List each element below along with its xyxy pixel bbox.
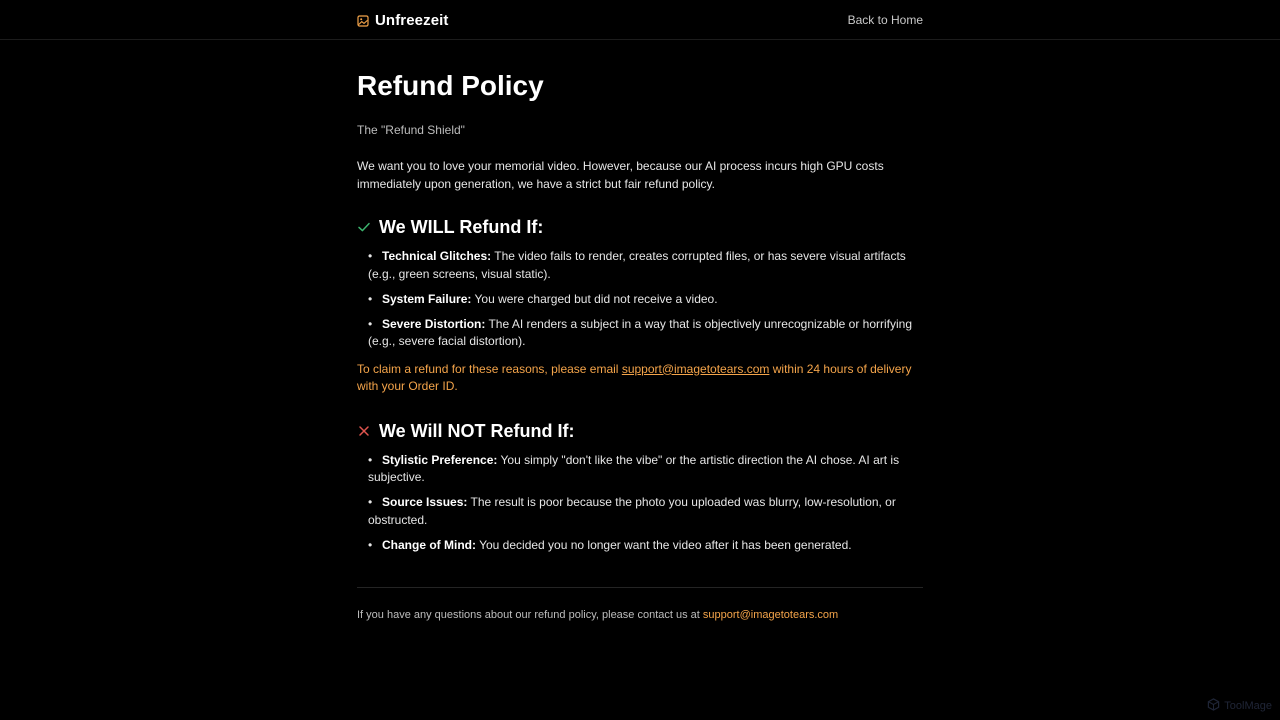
item-label: System Failure: — [382, 291, 472, 306]
item-text: You simply "don't like the vibe" or the artistic direction the AI chose. AI art is subjective. — [368, 452, 900, 484]
brand[interactable] — [357, 12, 449, 29]
will-refund-heading — [357, 215, 923, 239]
support-email-link[interactable]: support@imagetotears.com — [621, 361, 770, 376]
list-item: • Change of Mind: You decided you no longer want the video after it has been generated. — [368, 537, 852, 552]
cube-icon — [1207, 698, 1220, 714]
footer-email-link[interactable]: support@imagetotears.com — [702, 609, 839, 621]
divider — [357, 587, 923, 588]
claim-prefix: To claim a refund for these reasons, please email — [357, 361, 622, 376]
watermark-text: ToolMage — [1224, 700, 1272, 712]
claim-instructions — [357, 361, 923, 396]
item-label: Severe Distortion: — [382, 316, 486, 331]
back-to-home-link[interactable]: Back to Home — [847, 13, 923, 27]
item-label: Stylistic Preference: — [382, 452, 498, 467]
list-item: • Source Issues: The result is poor because the photo you uploaded was blurry, low-resolution, or obstructed. — [368, 495, 896, 527]
item-label: Source Issues: — [382, 495, 468, 509]
will-not-refund-title: We Will NOT Refund If: — [379, 420, 575, 441]
will-not-refund-heading — [357, 419, 923, 443]
main-content — [357, 69, 923, 623]
item-text: The AI renders a subject in a way that is objectively unrecognizable or horrifying (e.g., severe facial distortion). — [368, 316, 913, 348]
intro-paragraph: We want you to love your memorial video. However, because our AI process incurs high GPU costs immediately upon generation, we have a strict but fair refund policy. — [357, 159, 884, 191]
claim-suffix: within 24 hours of delivery with your Order ID. — [357, 361, 912, 393]
item-text: You decided you no longer want the video after it has been generated. — [475, 537, 852, 552]
will-refund-title: We WILL Refund If: — [379, 217, 544, 237]
image-icon — [357, 14, 369, 26]
item-label: Change of Mind: — [382, 537, 476, 552]
item-text: The video fails to render, creates corrupted files, or has severe visual artifacts (e.g., green screens, visual static). — [368, 249, 906, 281]
item-label: Technical Glitches: — [382, 249, 492, 263]
list-item: • Technical Glitches: The video fails to render, creates corrupted files, or has severe visual artifacts (e.g., green screens, visual static). — [368, 249, 906, 281]
list-item: • Stylistic Preference: You simply "don't like the vibe" or the artistic direction the AI chose. AI art is subjective. — [368, 452, 900, 484]
will-refund-list — [357, 248, 923, 351]
will-not-refund-list — [357, 452, 923, 555]
top-navigation-bar — [0, 0, 1280, 40]
check-icon — [357, 220, 371, 234]
brand-name: Unfreezeit — [375, 11, 449, 29]
footer-text: If you have any questions about our refund policy, please contact us at — [357, 609, 703, 621]
page-subtitle: The "Refund Shield" — [357, 123, 465, 137]
page-title: Refund Policy — [357, 70, 544, 101]
watermark — [1207, 698, 1272, 714]
item-text: The result is poor because the photo you uploaded was blurry, low-resolution, or obstructed. — [368, 495, 896, 527]
list-item: • System Failure: You were charged but did not receive a video. — [368, 291, 718, 306]
x-icon — [357, 424, 371, 438]
list-item: • Severe Distortion: The AI renders a subject in a way that is objectively unrecognizable or horrifying (e.g., severe facial distortion). — [368, 316, 913, 348]
footer-contact-note — [357, 607, 923, 623]
item-text: You were charged but did not receive a video. — [471, 291, 718, 306]
